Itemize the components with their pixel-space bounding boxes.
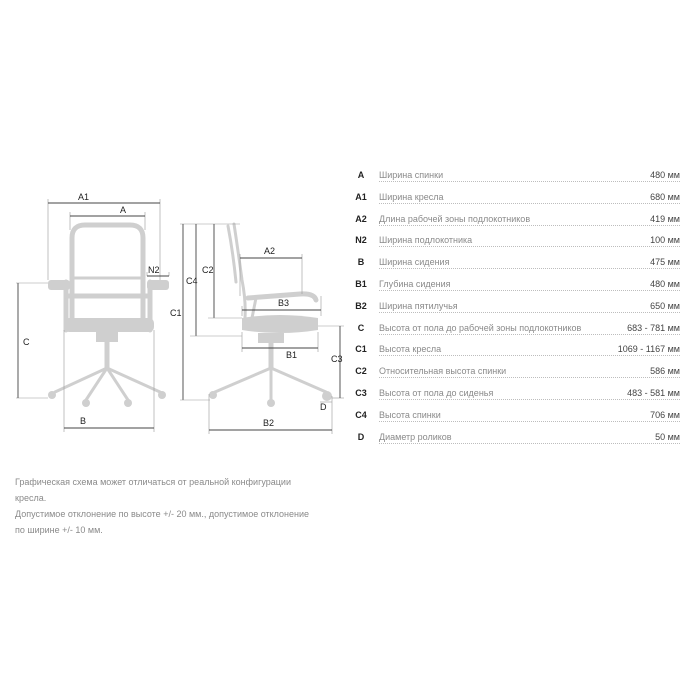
- spec-value: 1069 - 1167 мм: [615, 344, 680, 354]
- spec-value: 480 мм: [647, 170, 680, 180]
- label-B2: B2: [263, 418, 275, 428]
- spec-name: Высота от пола до рабочей зоны подлокотников: [379, 323, 584, 333]
- front-caster: [82, 399, 90, 407]
- side-arm-support: [252, 298, 256, 318]
- note-line: кресла.: [15, 493, 47, 503]
- spec-code: C2: [355, 366, 367, 377]
- front-caster: [48, 391, 56, 399]
- label-C: C: [23, 337, 30, 347]
- spec-value: 475 мм: [647, 257, 680, 267]
- front-view-chair: [48, 225, 169, 407]
- spec-name: Ширина подлокотника: [379, 235, 475, 245]
- label-D: D: [320, 402, 327, 412]
- spec-value: 586 мм: [647, 366, 680, 376]
- spec-value: 50 мм: [652, 432, 680, 442]
- label-A2: A2: [264, 246, 276, 256]
- spec-code: C3: [355, 387, 367, 398]
- front-right-armpad: [147, 280, 169, 290]
- side-caster: [322, 391, 332, 401]
- label-C1: C1: [170, 308, 182, 318]
- spec-value: 706 мм: [647, 410, 680, 420]
- spec-code: B1: [355, 278, 367, 289]
- spec-value: 483 - 581 мм: [624, 388, 680, 398]
- front-caster: [124, 399, 132, 407]
- spec-name: Ширина спинки: [379, 170, 446, 180]
- spec-code: C: [357, 322, 365, 333]
- spec-name: Ширина сидения: [379, 257, 452, 267]
- disclaimer-note: [15, 474, 360, 538]
- spec-code: A1: [355, 191, 367, 202]
- spec-row: [350, 232, 680, 254]
- spec-table: [350, 167, 680, 450]
- spec-row: [350, 341, 680, 363]
- spec-code: A: [357, 170, 365, 180]
- note-line: Графическая схема может отличаться от реальной конфигурации: [15, 477, 291, 487]
- spec-value: 683 - 781 мм: [624, 323, 680, 333]
- label-N2: N2: [148, 265, 160, 275]
- spec-code: N2: [355, 235, 367, 246]
- side-leg-left: [215, 368, 271, 392]
- front-seat: [64, 318, 154, 332]
- spec-code: B2: [355, 300, 367, 311]
- spec-name: Относительная высота спинки: [379, 366, 509, 376]
- spec-value: 480 мм: [647, 279, 680, 289]
- front-view-dimensions: [16, 192, 169, 432]
- spec-row: [350, 189, 680, 211]
- label-C4: C4: [186, 276, 198, 286]
- front-caster: [158, 391, 166, 399]
- spec-row: [350, 276, 680, 298]
- note-line: Допустимое отклонение по высоте +/- 20 мм., допустимое отклонение: [15, 509, 310, 519]
- spec-row: [350, 211, 680, 233]
- front-backrest: [72, 225, 143, 320]
- label-C3: C3: [331, 354, 343, 364]
- spec-row: [350, 167, 680, 189]
- spec-value: 419 мм: [647, 214, 680, 224]
- label-A1: A1: [78, 192, 90, 202]
- spec-row: [350, 254, 680, 276]
- spec-name: Ширина кресла: [379, 192, 447, 202]
- spec-name: Длина рабочей зоны подлокотников: [379, 214, 533, 224]
- spec-value: 650 мм: [647, 301, 680, 311]
- spec-code: D: [357, 431, 365, 442]
- spec-row: [350, 320, 680, 342]
- side-leg-right: [271, 368, 326, 392]
- spec-code: A2: [355, 213, 367, 224]
- side-seat: [242, 315, 318, 333]
- label-B1: B1: [286, 350, 298, 360]
- spec-row: [350, 429, 680, 451]
- spec-code: C1: [355, 344, 367, 355]
- label-B3: B3: [278, 298, 290, 308]
- spec-code: B: [357, 257, 365, 268]
- spec-name: Глубина сидения: [379, 279, 454, 289]
- spec-row: [350, 407, 680, 429]
- front-left-armpad: [48, 280, 70, 290]
- spec-value: 680 мм: [647, 192, 680, 202]
- label-B: B: [80, 416, 87, 426]
- label-C2: C2: [202, 265, 214, 275]
- spec-name: Ширина пятилучья: [379, 301, 461, 311]
- spec-row: [350, 363, 680, 385]
- spec-value: 100 мм: [647, 235, 680, 245]
- side-caster: [209, 391, 217, 399]
- spec-name: Диаметр роликов: [379, 432, 455, 442]
- spec-name: Высота спинки: [379, 410, 444, 420]
- spec-code: C4: [355, 409, 367, 420]
- label-A: A: [120, 205, 127, 215]
- spec-name: Высота кресла: [379, 344, 444, 354]
- spec-name: Высота от пола до сиденья: [379, 388, 496, 398]
- spec-row: [350, 298, 680, 320]
- spec-row: [350, 385, 680, 407]
- side-caster: [267, 399, 275, 407]
- note-line: по ширине +/- 10 мм.: [15, 525, 103, 535]
